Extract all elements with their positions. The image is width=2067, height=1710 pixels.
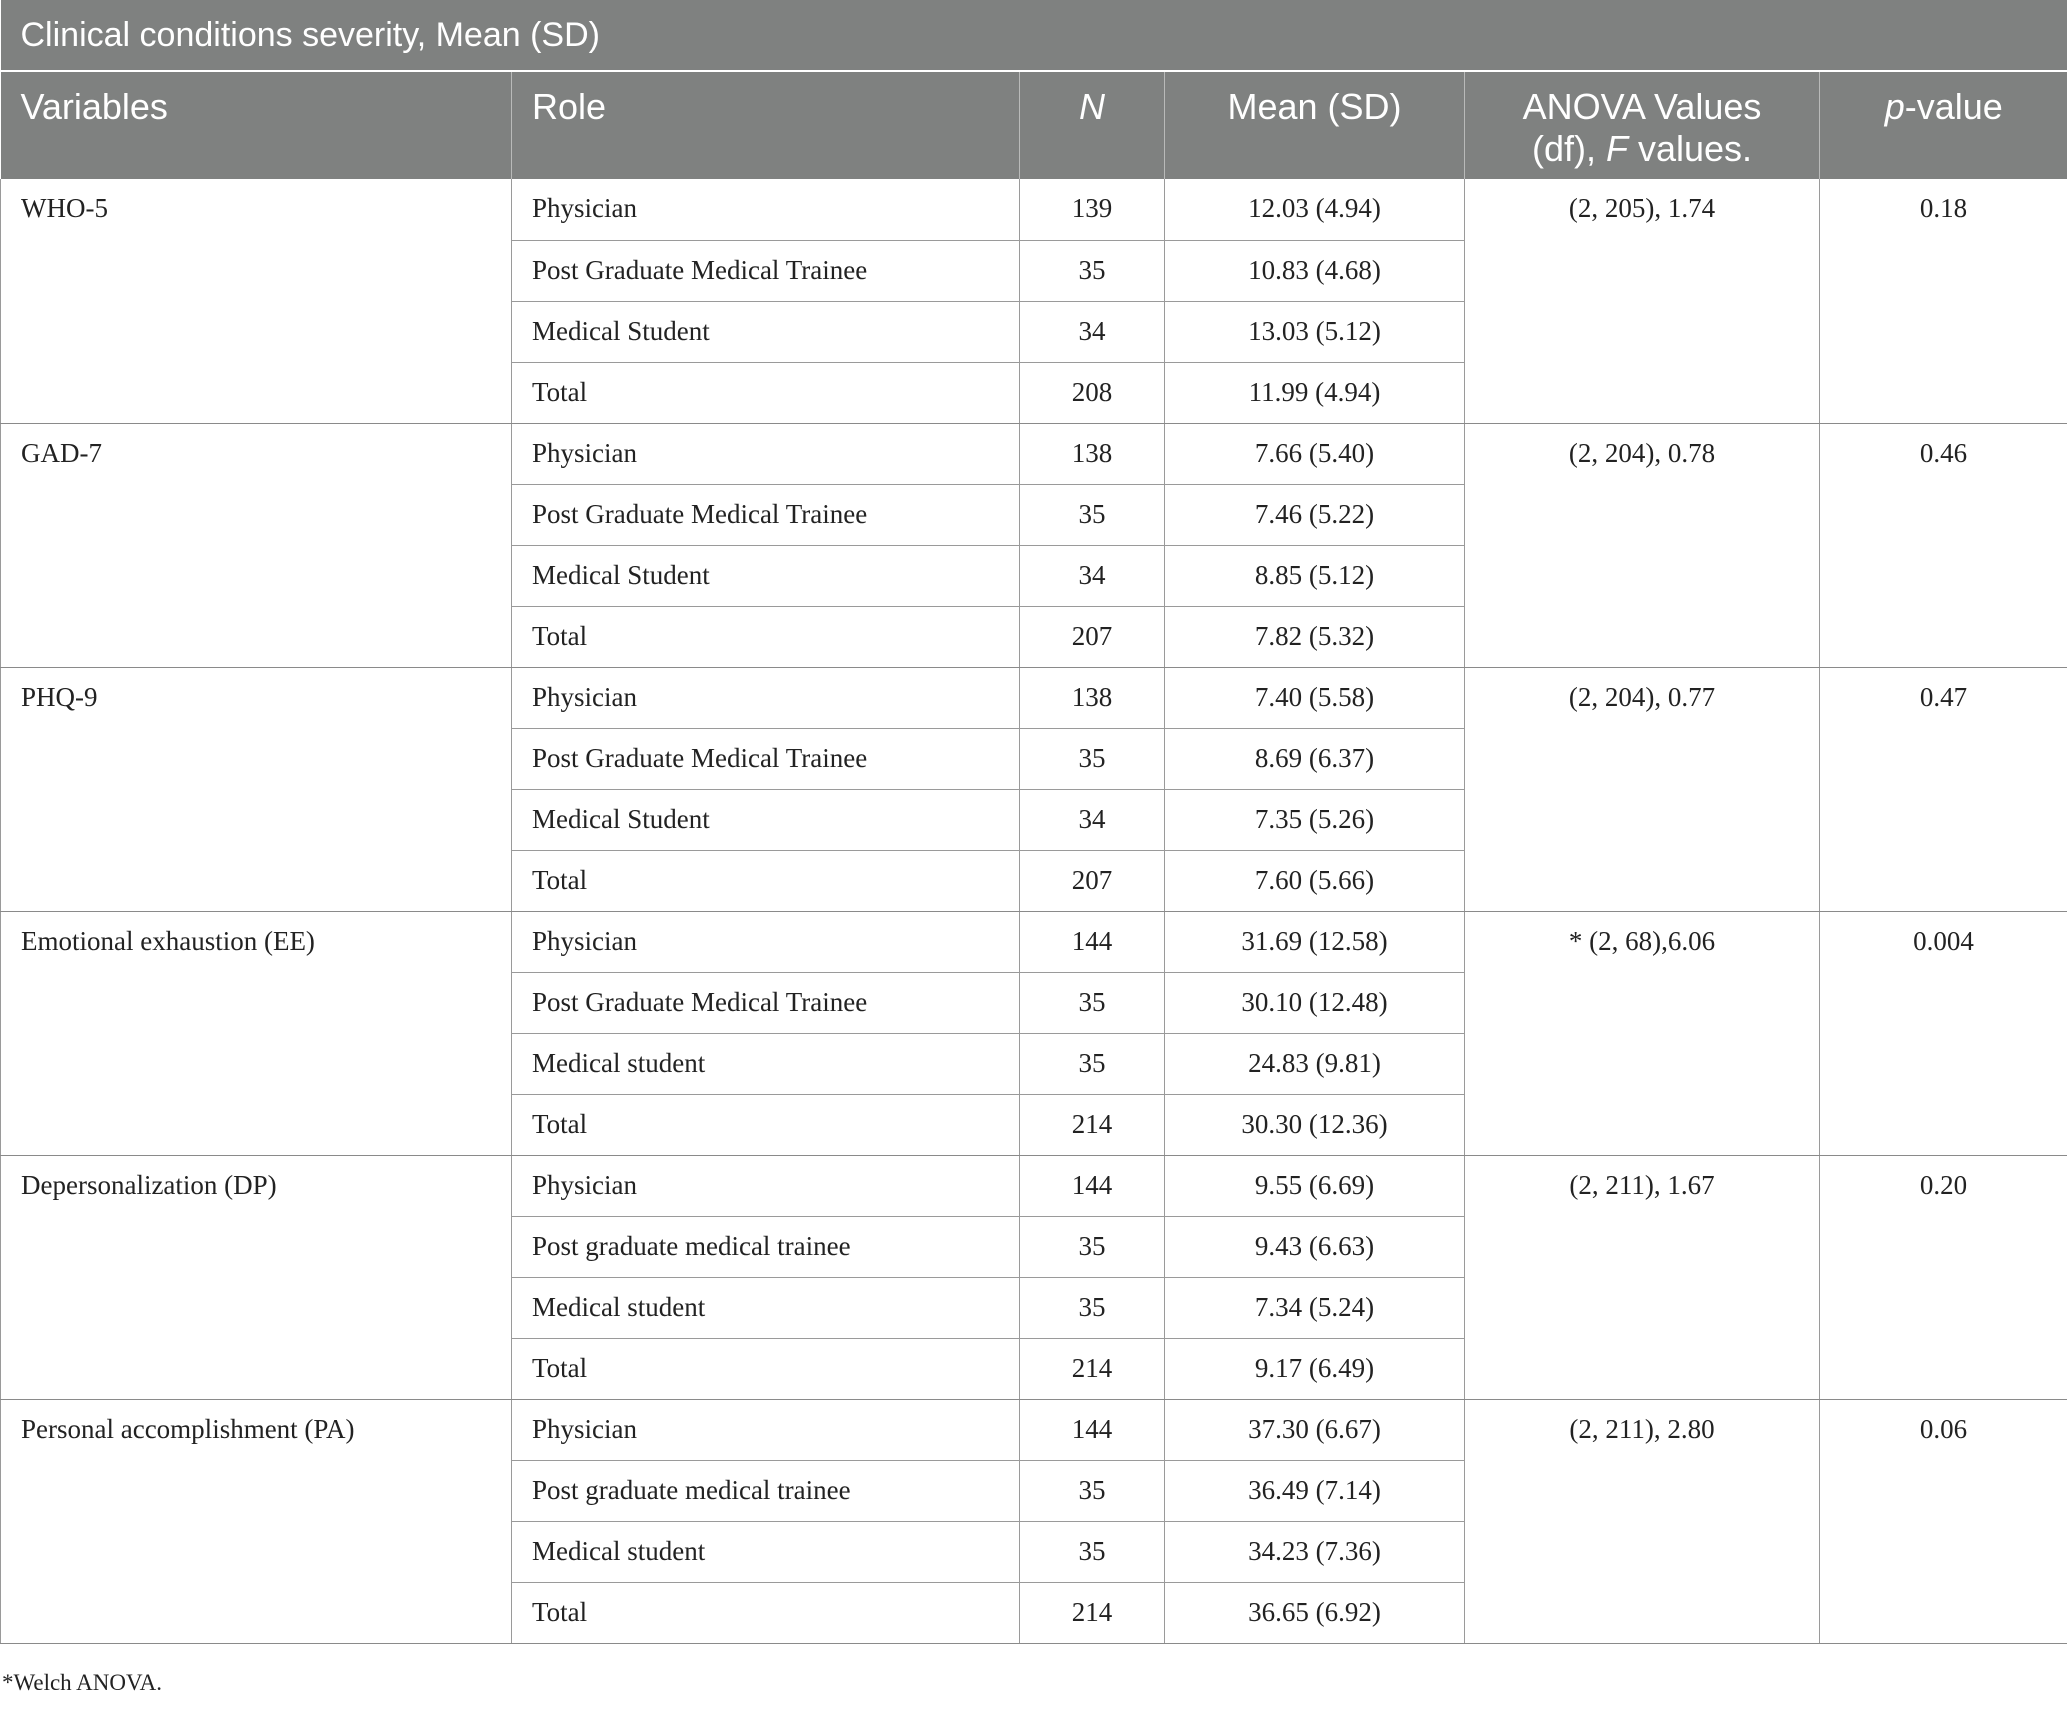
n-cell: 35 <box>1020 1216 1165 1277</box>
mean-sd-cell: 10.83 (4.68) <box>1165 240 1465 301</box>
mean-sd-cell: 36.49 (7.14) <box>1165 1460 1465 1521</box>
mean-sd-cell: 31.69 (12.58) <box>1165 911 1465 972</box>
n-cell: 139 <box>1020 179 1165 240</box>
n-cell: 214 <box>1020 1582 1165 1643</box>
header-anova-line2-post: values. <box>1627 128 1753 169</box>
pvalue-cell: 0.004 <box>1820 911 2067 1155</box>
header-pvalue <box>1820 71 2067 179</box>
mean-sd-cell: 7.35 (5.26) <box>1165 789 1465 850</box>
n-cell: 207 <box>1020 850 1165 911</box>
pvalue-cell: 0.06 <box>1820 1399 2067 1643</box>
n-cell: 207 <box>1020 606 1165 667</box>
anova-cell: * (2, 68),6.06 <box>1465 911 1820 1155</box>
pvalue-cell: 0.20 <box>1820 1155 2067 1399</box>
variable-cell: Personal accomplishment (PA) <box>1 1399 512 1643</box>
n-cell: 214 <box>1020 1338 1165 1399</box>
mean-sd-cell: 9.43 (6.63) <box>1165 1216 1465 1277</box>
role-cell: Physician <box>512 1399 1020 1460</box>
n-cell: 35 <box>1020 1460 1165 1521</box>
mean-sd-cell: 12.03 (4.94) <box>1165 179 1465 240</box>
role-cell: Physician <box>512 1155 1020 1216</box>
anova-cell: (2, 211), 1.67 <box>1465 1155 1820 1399</box>
role-cell: Post graduate medical trainee <box>512 1460 1020 1521</box>
n-cell: 144 <box>1020 911 1165 972</box>
mean-sd-cell: 7.82 (5.32) <box>1165 606 1465 667</box>
table-row <box>1 1155 2067 1216</box>
anova-cell: (2, 211), 2.80 <box>1465 1399 1820 1643</box>
table-footnote: *Welch ANOVA. <box>2 1670 162 1695</box>
n-cell: 138 <box>1020 667 1165 728</box>
n-cell: 35 <box>1020 1277 1165 1338</box>
variable-cell: GAD-7 <box>1 423 512 667</box>
role-cell: Medical student <box>512 1033 1020 1094</box>
n-cell: 35 <box>1020 1033 1165 1094</box>
table-row <box>1 667 2067 728</box>
mean-sd-cell: 7.66 (5.40) <box>1165 423 1465 484</box>
mean-sd-cell: 34.23 (7.36) <box>1165 1521 1465 1582</box>
mean-sd-cell: 9.55 (6.69) <box>1165 1155 1465 1216</box>
role-cell: Total <box>512 1582 1020 1643</box>
n-cell: 138 <box>1020 423 1165 484</box>
role-cell: Total <box>512 1094 1020 1155</box>
header-variables: Variables <box>1 71 512 179</box>
n-cell: 35 <box>1020 240 1165 301</box>
n-cell: 35 <box>1020 728 1165 789</box>
role-cell: Post Graduate Medical Trainee <box>512 972 1020 1033</box>
header-mean-sd: Mean (SD) <box>1165 71 1465 179</box>
role-cell: Physician <box>512 667 1020 728</box>
mean-sd-cell: 30.10 (12.48) <box>1165 972 1465 1033</box>
header-n-text: N <box>1079 86 1105 127</box>
n-cell: 144 <box>1020 1399 1165 1460</box>
header-pvalue-rest: -value <box>1904 86 2003 127</box>
role-cell: Post graduate medical trainee <box>512 1216 1020 1277</box>
n-cell: 34 <box>1020 789 1165 850</box>
role-cell: Medical Student <box>512 545 1020 606</box>
n-cell: 214 <box>1020 1094 1165 1155</box>
table-body <box>1 179 2067 1643</box>
role-cell: Total <box>512 850 1020 911</box>
role-cell: Medical Student <box>512 301 1020 362</box>
n-cell: 208 <box>1020 362 1165 423</box>
header-pvalue-p: p <box>1884 86 1905 127</box>
anova-cell: (2, 204), 0.77 <box>1465 667 1820 911</box>
header-anova-line2-f: F <box>1605 128 1628 169</box>
mean-sd-cell: 7.46 (5.22) <box>1165 484 1465 545</box>
anova-cell: (2, 205), 1.74 <box>1465 179 1820 423</box>
role-cell: Medical student <box>512 1521 1020 1582</box>
pvalue-cell: 0.18 <box>1820 179 2067 423</box>
pvalue-cell: 0.47 <box>1820 667 2067 911</box>
variable-cell: WHO-5 <box>1 179 512 423</box>
table-row <box>1 423 2067 484</box>
role-cell: Physician <box>512 911 1020 972</box>
header-role: Role <box>512 71 1020 179</box>
mean-sd-cell: 8.85 (5.12) <box>1165 545 1465 606</box>
n-cell: 35 <box>1020 1521 1165 1582</box>
role-cell: Total <box>512 362 1020 423</box>
mean-sd-cell: 37.30 (6.67) <box>1165 1399 1465 1460</box>
header-n <box>1020 71 1165 179</box>
variable-cell: Emotional exhaustion (EE) <box>1 911 512 1155</box>
table-row <box>1 911 2067 972</box>
n-cell: 34 <box>1020 545 1165 606</box>
role-cell: Post Graduate Medical Trainee <box>512 484 1020 545</box>
pvalue-cell: 0.46 <box>1820 423 2067 667</box>
role-cell: Post Graduate Medical Trainee <box>512 240 1020 301</box>
mean-sd-cell: 36.65 (6.92) <box>1165 1582 1465 1643</box>
role-cell: Physician <box>512 179 1020 240</box>
table-caption-row <box>1 0 2067 71</box>
n-cell: 144 <box>1020 1155 1165 1216</box>
header-anova-line2-pre: (df), <box>1531 128 1606 169</box>
role-cell: Total <box>512 606 1020 667</box>
role-cell: Medical student <box>512 1277 1020 1338</box>
variable-cell: PHQ-9 <box>1 667 512 911</box>
variable-cell: Depersonalization (DP) <box>1 1155 512 1399</box>
mean-sd-cell: 7.60 (5.66) <box>1165 850 1465 911</box>
role-cell: Medical Student <box>512 789 1020 850</box>
role-cell: Post Graduate Medical Trainee <box>512 728 1020 789</box>
mean-sd-cell: 13.03 (5.12) <box>1165 301 1465 362</box>
n-cell: 34 <box>1020 301 1165 362</box>
mean-sd-cell: 30.30 (12.36) <box>1165 1094 1465 1155</box>
mean-sd-cell: 8.69 (6.37) <box>1165 728 1465 789</box>
mean-sd-cell: 24.83 (9.81) <box>1165 1033 1465 1094</box>
mean-sd-cell: 7.34 (5.24) <box>1165 1277 1465 1338</box>
mean-sd-cell: 9.17 (6.49) <box>1165 1338 1465 1399</box>
table-caption: Clinical conditions severity, Mean (SD) <box>1 0 2067 71</box>
anova-cell: (2, 204), 0.78 <box>1465 423 1820 667</box>
mean-sd-cell: 7.40 (5.58) <box>1165 667 1465 728</box>
role-cell: Physician <box>512 423 1020 484</box>
n-cell: 35 <box>1020 972 1165 1033</box>
table-header-row <box>1 71 2067 179</box>
header-anova <box>1465 71 1820 179</box>
mean-sd-cell: 11.99 (4.94) <box>1165 362 1465 423</box>
n-cell: 35 <box>1020 484 1165 545</box>
table-row <box>1 179 2067 240</box>
role-cell: Total <box>512 1338 1020 1399</box>
table-row <box>1 1399 2067 1460</box>
header-anova-line1: ANOVA Values <box>1522 86 1762 127</box>
